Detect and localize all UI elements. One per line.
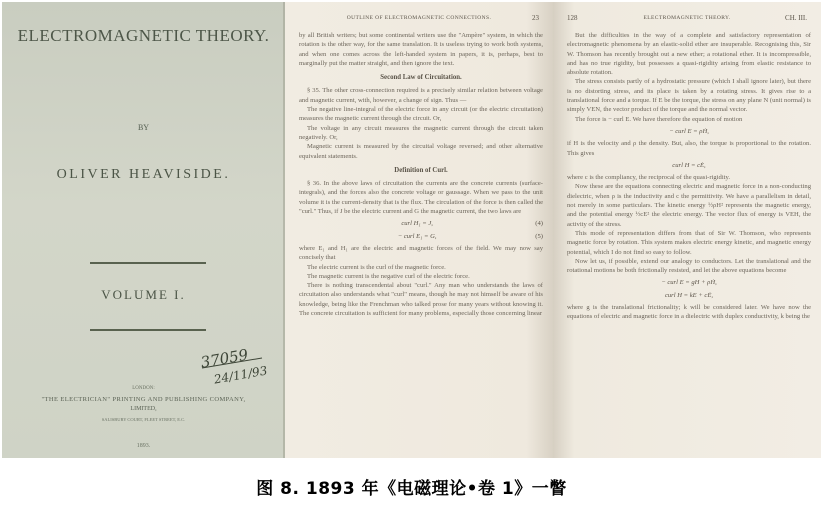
equation-text: curl H₁ = J, — [401, 220, 433, 228]
equation — [299, 219, 543, 228]
page-right — [553, 2, 821, 458]
publisher-label: LONDON: — [132, 386, 155, 391]
section-heading: Definition of Curl. — [394, 166, 448, 174]
volume-label: VOLUME I. — [101, 287, 186, 302]
equation — [567, 278, 811, 287]
publisher: "THE ELECTRICIAN" PRINTING AND PUBLISHING COMPANY, — [41, 396, 246, 403]
paragraph: The stress consists partly of a hydrostatic pressure (which I shall ignore later), but there is no distorting stress, and its place is taken by a rotating stress. It gives rise to a translational force and a torque. If E be the torque, the stress on any plane N (unit normal) is simply VEN, the vector product of the torque and the normal vector. — [567, 78, 811, 114]
equation — [567, 161, 811, 170]
paragraph: § 35. The other cross-connection required is a precisely similar relation between voltage and magnetic current, with, however, a change of sign. Thus — — [299, 87, 543, 104]
equation — [299, 232, 543, 241]
publication-year: 1893. — [136, 443, 151, 449]
paragraph: The force is − curl E. We have therefore the equation of motion — [575, 115, 743, 123]
paragraph: if H is the velocity and ρ the density. But, also, the torque is proportional to the rotation. This gives — [567, 140, 811, 157]
paragraph: where E₁ and H₁ are the electric and magnetic forces of the field. We may now say concisely that — [299, 244, 543, 262]
rule-bottom — [90, 329, 206, 331]
paragraph: by all British writers; but some continental writers use the "Ampère" system, in which the rotation is the other way, for the same translation. It is useless trying to work both systems, and when one comes across the left-handed system in papers, it is, perhaps, best to marginally put the matter straight, and then ignore the text. — [299, 32, 543, 67]
paragraph: The magnetic current is the negative curl of the electric force. — [307, 272, 470, 280]
author-name: OLIVER HEAVISIDE. — [56, 167, 231, 182]
equation-text: curl H = cĖ, — [672, 161, 706, 169]
paragraph: Magnetic current is measured by the circuital voltage reversed; and other alternative equivalent statements. — [299, 143, 543, 160]
page-body-right — [567, 31, 811, 322]
paragraph: The electric current is the curl of the magnetic force. — [307, 263, 446, 271]
rule-top — [90, 262, 206, 264]
paragraph: This mode of representation differs from that of Sir W. Thomson, who represents magnetic force by rotation. This system makes electric energy kinetic, and magnetic energy potential, which I do not find so easy to follow. — [567, 229, 811, 256]
page-number: 23 — [532, 14, 539, 22]
paragraph: § 36. In the above laws of circuitation the currents are the concrete currents (surface-integrals), and the forces also the concrete voltage or gaussage. When we pass to the unit volume it is the current-density that is the flux. The circulation of the force is then called the "curl." Thus, if J be the electric current and G the magnetic current, the two laws are — [299, 180, 543, 216]
figure-caption: 图 8. 1893 年《电磁理论•卷 1》一瞥 — [256, 479, 567, 499]
paragraph: But the difficulties in the way of a complete and satisfactory representation of electromagnetic phenomena by an elastic-solid ether are insuperable. Recognising this, Sir W. Thomson has recently brought out a new ether; a rotational ether. It is incompressible, and has no true rigidity, but possesses a quasi-rigidity arising from elastic resistance to absolute rotation. — [567, 32, 811, 77]
running-head-middle — [299, 15, 539, 25]
by-label: BY — [137, 123, 150, 132]
chapter-label: CH. III. — [785, 14, 807, 22]
equation-number: (5) — [535, 232, 543, 240]
running-head-right — [567, 15, 807, 25]
paragraph: Now these are the equations connecting electric and magnetic force in a non-conducting dielectric, when ρ is the inductivity and c the permittivity. We have a parallelism in detail, not merely in some particulars. The kinetic energy ½ρH² represents the magnetic energy, and the potential energy ½cE² the electric energy. The vector flux of energy is VEH, the activity of the stress. — [567, 183, 811, 228]
paragraph: The voltage in any circuit measures the magnetic current through the circuit taken negatively. Or, — [299, 124, 543, 141]
equation-number: (4) — [535, 220, 543, 228]
running-head-title: ELECTROMAGNETIC THEORY. — [643, 15, 731, 21]
running-head-title: OUTLINE OF ELECTROMAGNETIC CONNECTIONS. — [346, 15, 492, 21]
publisher-address: SALISBURY COURT, FLEET STREET, E.C. — [101, 417, 186, 422]
book-photo — [2, 2, 821, 458]
page-middle — [285, 2, 553, 458]
handwriting-line-1: 37059 — [199, 345, 250, 372]
paragraph: where g is the translational frictionality; k will be considered later. We have now the equations of electric and magnetic force in a dielectric with duplex conductivity, k being the — [567, 304, 811, 321]
handwriting-line-2: 24/11/93 — [212, 363, 269, 387]
handwritten-accession-number — [198, 344, 270, 388]
page-body-middle — [299, 31, 543, 318]
publisher-sub: LIMITED, — [130, 406, 157, 412]
paragraph: The negative line-integral of the electric force in any circuit (or the electric circuitation) measures the magnetic current through the circuit. Or, — [299, 106, 543, 123]
equation — [567, 291, 811, 300]
section-heading: Second Law of Circuitation. — [380, 74, 462, 82]
paragraph: where c is the compliancy, the reciprocal of the quasi-rigidity. — [567, 174, 731, 182]
equation-text: − curl E₁ = G, — [397, 232, 437, 240]
page-number: 128 — [567, 14, 578, 22]
equation-text: curl H = kE + cĖ, — [664, 291, 714, 299]
paragraph: There is nothing transcendental about "curl." Any man who understands the laws of circuitation also understands what "curl" means, though he may not himself be aware of his knowledge, being like the Frenchman who talked prose for many years without knowing it. The concrete circuitation is sufficient for many problems, especially those concerning linear — [299, 282, 543, 318]
equation-text: − curl E = ρḢ, — [669, 127, 709, 135]
paragraph: Now let us, if possible, extend our analogy to conductors. Let the translational and the rotational motions be both frictionally resisted, and let the above equations become — [567, 257, 811, 275]
title-page — [2, 2, 285, 458]
equation — [567, 127, 811, 136]
equation-text: − curl E = gH + ρḢ, — [661, 279, 717, 287]
book-title: ELECTROMAGNETIC THEORY. — [17, 26, 270, 45]
